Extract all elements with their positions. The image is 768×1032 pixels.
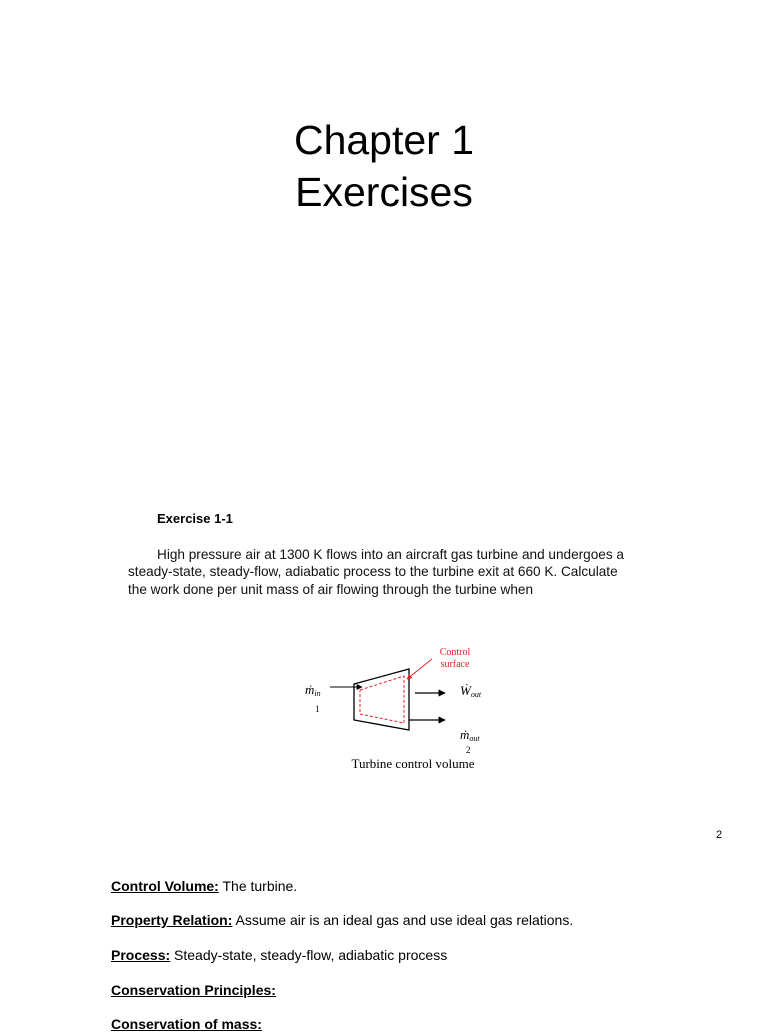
exercise-line: steady-state, steady-flow, adiabatic process to the turbine exit at 660 K. Calculate	[128, 564, 618, 580]
exercise-statement	[128, 546, 668, 598]
turbine-diagram	[290, 640, 510, 780]
exercise-line: High pressure air at 1300 K flows into an aircraft gas turbine and undergoes a	[157, 547, 624, 562]
turbine-body	[354, 669, 409, 730]
exercise-heading: Exercise 1-1	[157, 511, 233, 526]
inlet-mass-flow-symbol: ṁin	[305, 682, 321, 698]
control-surface-leader	[407, 659, 432, 679]
section-label: Conservation of mass:	[111, 1016, 262, 1032]
control-surface-label: Control	[439, 647, 471, 658]
work-out-symbol: Ẇout	[460, 683, 482, 699]
figure-caption: Turbine control volume	[351, 756, 475, 771]
outlet-state-number: 2	[466, 745, 471, 755]
exercise-line: the work done per unit mass of air flowing through the turbine when	[128, 581, 534, 597]
page-number: 2	[716, 829, 723, 841]
control-surface-label: surface	[440, 659, 470, 670]
section-label: Property Relation:	[111, 912, 233, 928]
property-relation-paragraph	[111, 912, 573, 928]
chapter-title: Chapter 1	[293, 117, 475, 163]
section-label: Process:	[111, 947, 171, 963]
section-label: Control Volume:	[111, 878, 219, 894]
outlet-mass-flow-symbol: ṁout	[460, 727, 480, 743]
process-paragraph	[111, 947, 447, 963]
section-text: Assume air is an ideal gas and use ideal gas relations.	[232, 912, 574, 928]
conservation-principles-heading	[111, 982, 276, 998]
inlet-state-number: 1	[315, 704, 320, 714]
control-volume-paragraph	[111, 878, 297, 894]
section-text: Steady-state, steady-flow, adiabatic process	[170, 947, 448, 963]
conservation-of-mass-heading	[111, 1016, 262, 1032]
section-label: Conservation Principles:	[111, 982, 276, 998]
chapter-subtitle: Exercises	[295, 169, 473, 215]
section-text: The turbine.	[218, 878, 298, 894]
